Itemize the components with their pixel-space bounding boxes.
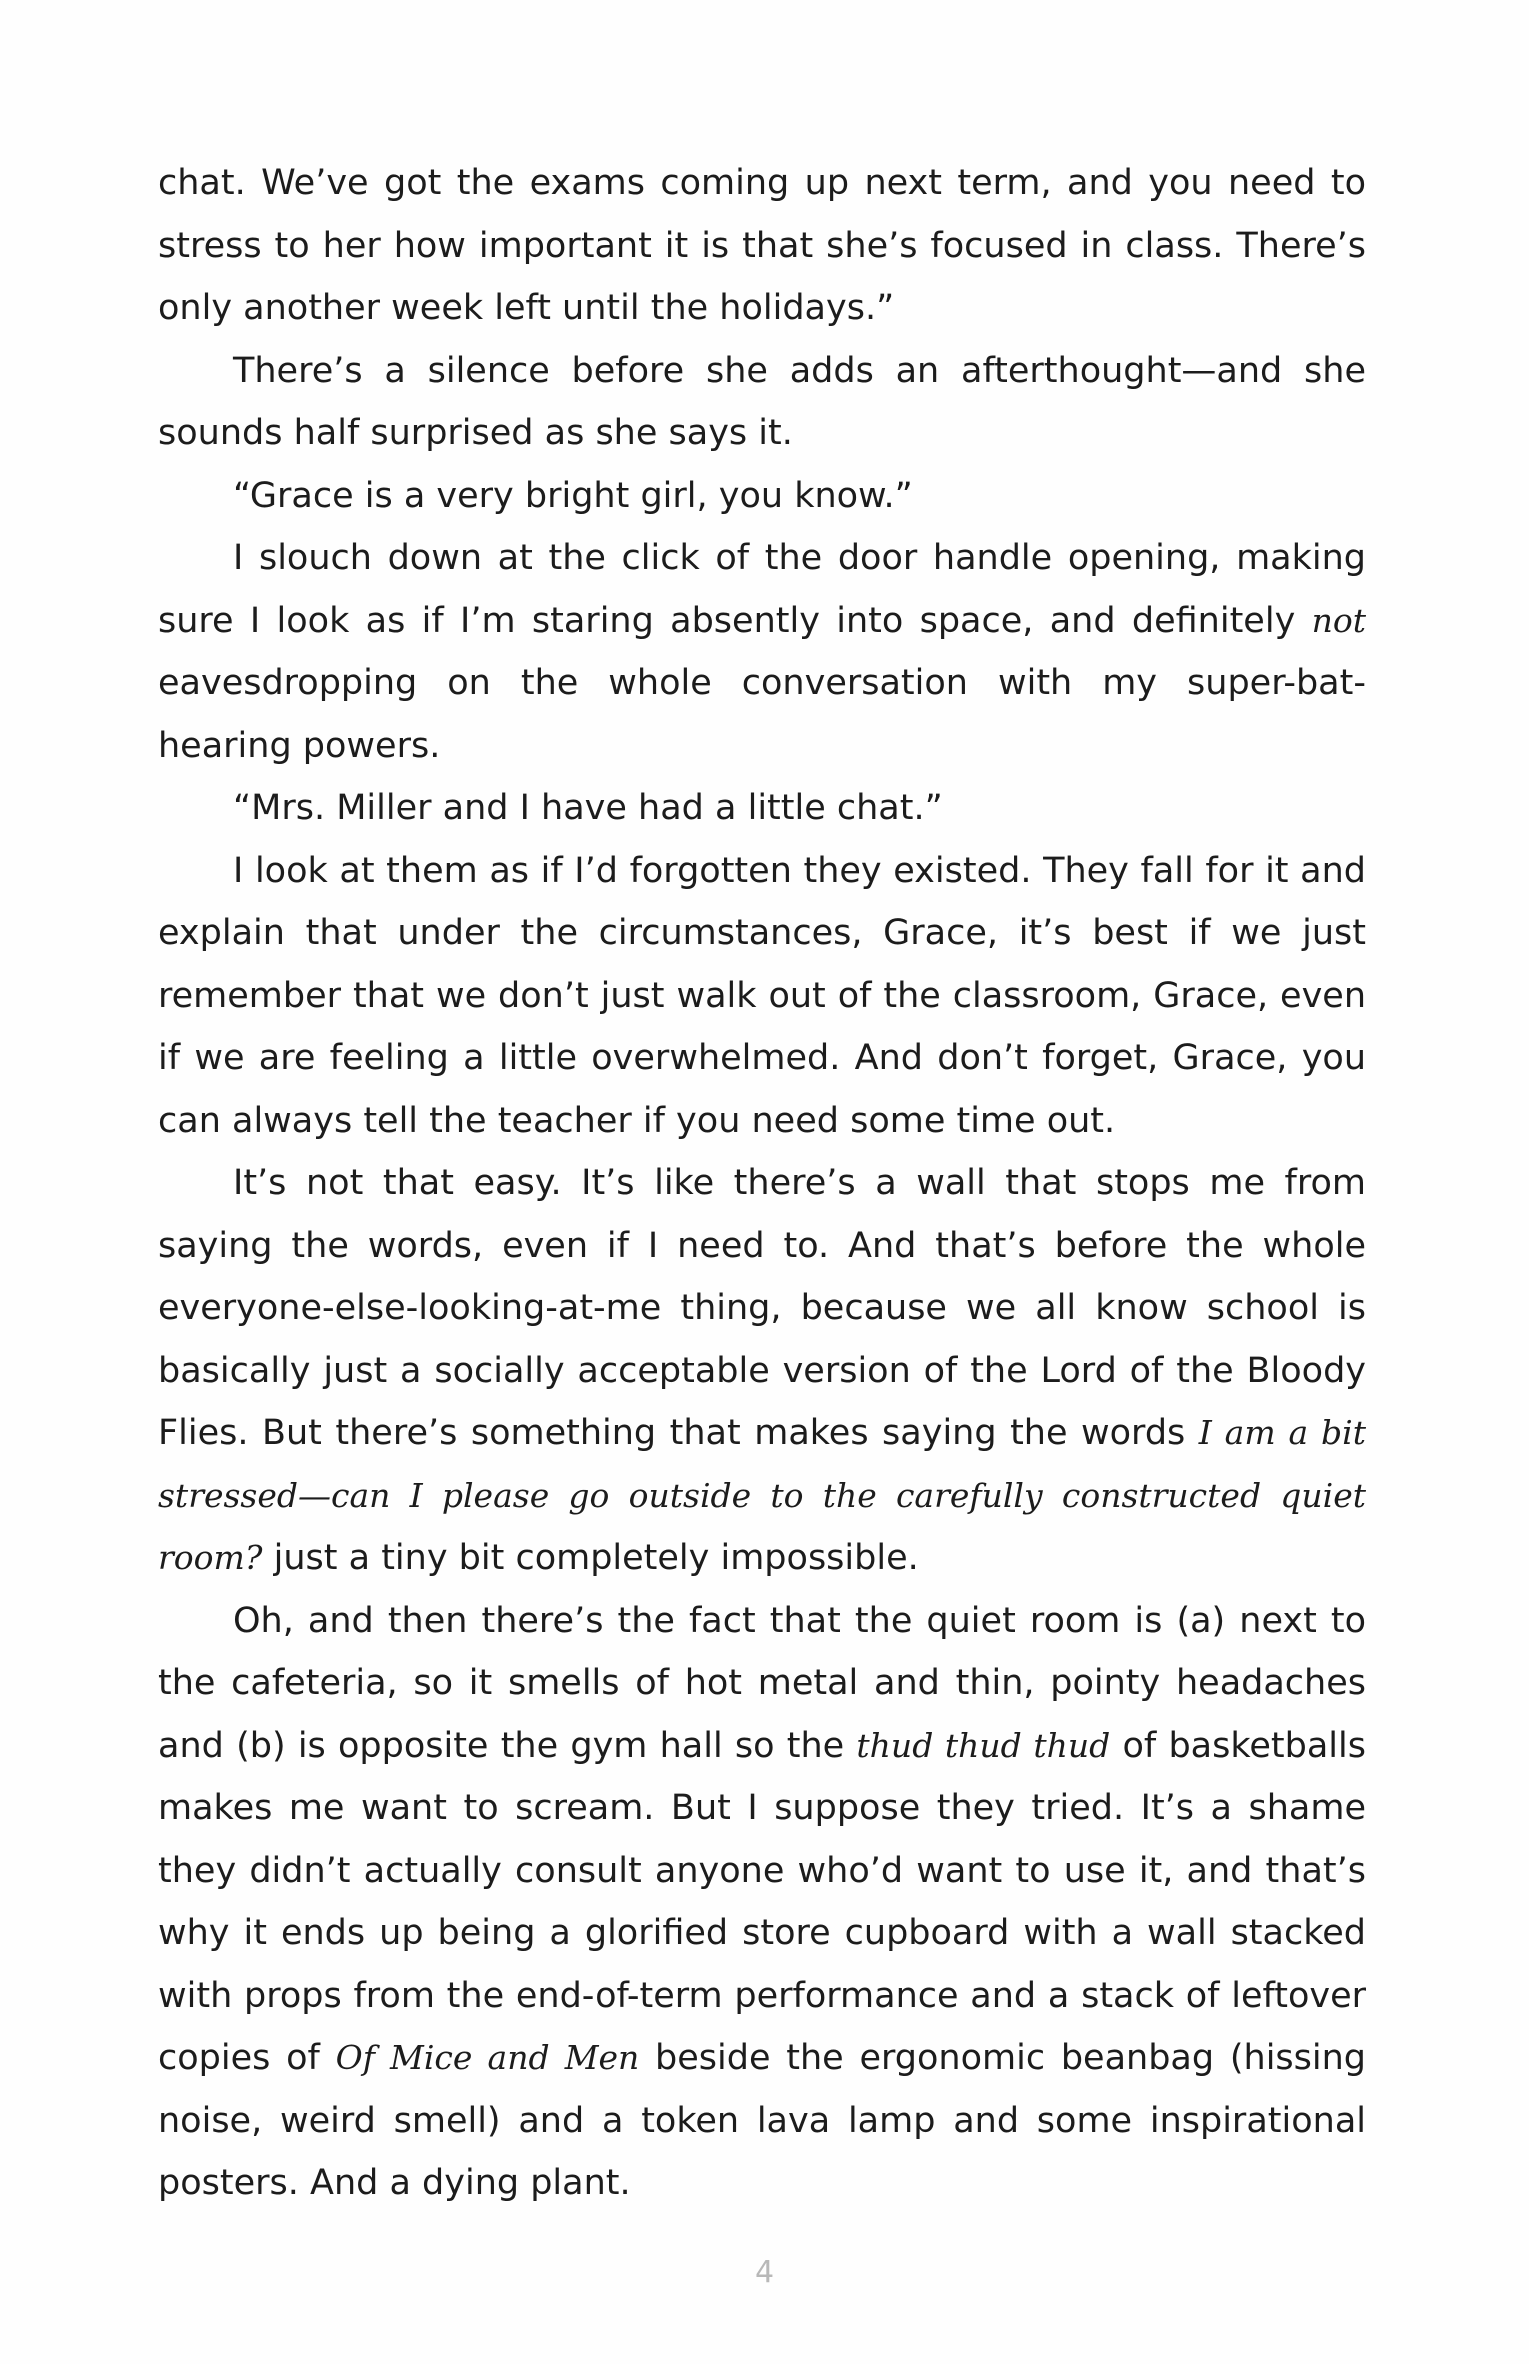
body-text (158, 152, 1366, 2215)
paragraph: It’s not that easy. It’s like there’s a wall that stops me from saying the words, even if I need to. And that’s before the whole everyone-else-looking-at-me thing, because we all know school is basically just a socially acceptable version of the Lord of the Bloody Flies. But there’s something that makes saying the words I am a bit stressed—can I please go outside to the carefully constructed quiet room? just a tiny bit completely impossible. (158, 1163, 1366, 1578)
paragraph: Oh, and then there’s the fact that the quiet room is (a) next to the cafeteria, so it smells of hot metal and thin, pointy headaches and (b) is opposite the gym hall so the thud thud thud of basketballs makes me want to scream. But I suppose they tried. It’s a shame they didn’t actually consult anyone who’d want to use it, and that’s why it ends up being a glorified store cupboard with a wall stacked with props from the end-of-term performance and a stack of leftover copies of Of Mice and Men beside the ergonomic beanbag (hissing noise, weird smell) and a token lava lamp and some inspirational posters. And a dying plant. (158, 1600, 1367, 2203)
page-number: 4 (754, 2255, 775, 2290)
paragraph: “Grace is a very bright girl, you know.” (233, 475, 913, 516)
paragraph: There’s a silence before she adds an afterthought—and she sounds half surprised as she says it. (158, 350, 1366, 453)
emphasis: not (1311, 600, 1366, 640)
emphasis: thud thud thud (856, 1725, 1111, 1765)
emphasis: Of Mice and Men (335, 2038, 640, 2077)
paragraph: I slouch down at the click of the door handle opening, making sure I look as if I’m staring absently into space, and definitely not eavesdropping on the whole conversation with my super-bat-hearing powers. (158, 538, 1366, 766)
paragraph: chat. We’ve got the exams coming up next term, and you need to stress to her how important it is that she’s focused in class. There’s only another week left until the holidays.” (158, 163, 1366, 328)
paragraph: I look at them as if I’d forgotten they existed. They fall for it and explain that under the circumstances, Grace, it’s best if we just remember that we don’t just walk out of the classroom, Grace, even if we are feeling a little overwhelmed. And don’t forget, Grace, you can always tell the teacher if you need some time out. (158, 850, 1366, 1141)
paragraph: “Mrs. Miller and I have had a little chat.” (233, 788, 943, 828)
emphasis: I am a bit stressed—can I please go outside to the carefully constructed quiet room? (158, 1413, 1366, 1577)
